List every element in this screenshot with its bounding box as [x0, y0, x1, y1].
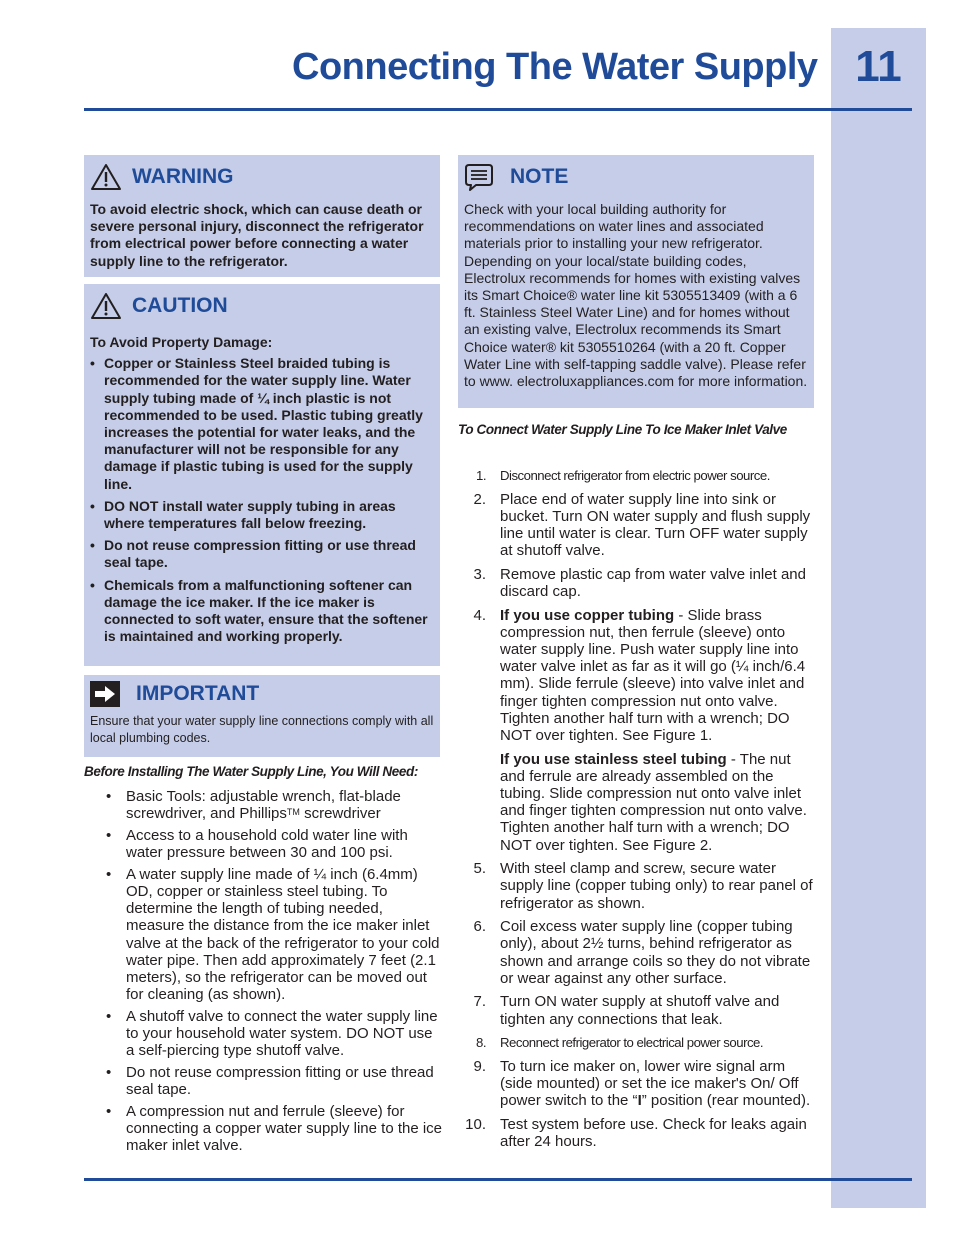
warning-text: To avoid electric shock, which can cause death or severe personal injury, disconnect the refrigerator from electrical power before connecting a water supply line to the refrigerator.	[90, 201, 424, 269]
step-item: 2. Place end of water supply line into sink or bucket. Turn ON water supply and flush supply line until water is clear. Turn OFF water supply at shutoff valve.	[473, 490, 811, 560]
list-item: • Basic Tools: adjustable wrench, flat-blade screwdriver, and Phillips™ screwdriver	[84, 788, 444, 822]
tools-list	[84, 788, 444, 1159]
page-number: 11	[855, 42, 902, 91]
step-item: 4. If you use copper tubing - Slide brass compression nut, then ferrule (sleeve) onto water supply line. Push water supply line into water valve inlet as far as it will go (¼ inch/6.4 mm). Slide ferrule (sleeve) into valve inlet and finger tighten compression nut onto valve. Tighten another half turn with a wrench; DO NOT over tighten. See Figure 1. If you use stainless steel tubing - The nut and ferrule are already assembled on the tubing. Slide compression nut onto valve inlet and finger tighten compression nut onto valve. Tighten another half turn with a wrench; DO NOT over tighten. See Figure 2.	[473, 606, 807, 854]
important-text: Ensure that your water supply line connections comply with all local plumbing codes.	[90, 714, 434, 745]
page-sidebar	[831, 28, 926, 1208]
step-item: 1. Disconnect refrigerator from electric power source.	[476, 468, 770, 483]
caution-item: • Copper or Stainless Steel braided tubing is recommended for the water supply line. Water supply tubing made of ¼ inch plastic is not recommended to be used. Plastic tubing greatly increases the potential for water leaks, and the manufacturer will not be responsible for any damage if plastic tubing is used for the supply line.	[90, 355, 434, 493]
caution-item: • Do not reuse compression fitting or use thread seal tape.	[90, 537, 434, 571]
important-title: IMPORTANT	[136, 682, 260, 705]
warning-triangle-icon	[90, 163, 122, 191]
important-box	[84, 675, 440, 757]
step-item: 6. Coil excess water supply line (copper tubing only), about 2½ turns, behind refrigerator as shown and arrange coils so they do not vibrate or wear against any other surface.	[473, 918, 811, 987]
header-rule	[84, 108, 912, 111]
note-box	[458, 155, 814, 408]
list-item: • A water supply line made of ¼ inch (6.4mm) OD, copper or stainless steel tubing. To determine the length of tubing needed, measure the distance from the ice maker inlet valve at the back of the refrigerator to your cold water pipe. Then add approximately 7 feet (2.1 meters), so the refrigerator can be moved out for cleaning (as shown).	[84, 866, 444, 1004]
caution-box	[84, 284, 440, 666]
step-item: 3. Remove plastic cap from water valve inlet and discard cap.	[473, 565, 806, 600]
warning-box	[84, 155, 440, 277]
caution-triangle-icon	[90, 292, 122, 320]
step-item: 5. With steel clamp and screw, secure water supply line (copper tubing only) to rear panel of refrigerator as shown.	[473, 860, 813, 912]
note-title: NOTE	[510, 165, 569, 188]
ice-maker-steps	[458, 467, 814, 1157]
ice-maker-heading: To Connect Water Supply Line To Ice Maker Inlet Valve	[458, 422, 787, 437]
warning-title: WARNING	[132, 165, 234, 188]
caution-list	[90, 355, 434, 645]
caution-intro: To Avoid Property Damage:	[90, 334, 273, 350]
caution-title: CAUTION	[132, 294, 228, 317]
list-item: • Access to a household cold water line with water pressure between 30 and 100 psi.	[84, 827, 444, 861]
note-icon	[464, 163, 494, 191]
note-text: Check with your local building authority for recommendations on water lines and associated materials prior to installing your new refrigerator. Depending on your local/state building codes, Electrolux recommends for homes with existing valves its Smart Choice® water line kit 5305513409 (with a 6 ft. Stainless Steel Water Line) and for homes without an existing valve, Electrolux recommends its Smart Choice water® kit 5305510264 (with a 20 ft. Copper Water Line with self-tapping saddle valve). Please refer to www. electroluxappliances.com for more information.	[464, 201, 808, 390]
footer-rule	[84, 1178, 912, 1181]
arrow-right-icon	[90, 681, 120, 707]
list-item: • A compression nut and ferrule (sleeve) for connecting a copper water supply line to the ice maker inlet valve.	[84, 1103, 444, 1155]
before-installing-heading: Before Installing The Water Supply Line, You Will Need:	[84, 764, 418, 779]
step-item: 8. Reconnect refrigerator to electrical power source.	[476, 1035, 764, 1051]
page-title: Connecting The Water Supply	[292, 46, 818, 88]
step-item: 9. To turn ice maker on, lower wire signal arm (side mounted) or set the ice maker's On/ Off power switch to the “I” position (rear mounted).	[473, 1057, 811, 1110]
list-item: • A shutoff valve to connect the water supply line to your household water system. DO NOT use a self-piercing type shutoff valve.	[84, 1008, 444, 1060]
list-item: • Do not reuse compression fitting or use thread seal tape.	[84, 1064, 444, 1098]
caution-item: • Chemicals from a malfunctioning softener can damage the ice maker. If the ice maker is connected to soft water, ensure that the softener is maintained and working properly.	[90, 577, 434, 646]
caution-item: • DO NOT install water supply tubing in areas where temperatures fall below freezing.	[90, 498, 434, 532]
step-item: 10. Test system before use. Check for leaks again after 24 hours.	[465, 1115, 807, 1151]
step-item: 7. Turn ON water supply at shutoff valve and tighten any connections that leak.	[473, 993, 780, 1028]
